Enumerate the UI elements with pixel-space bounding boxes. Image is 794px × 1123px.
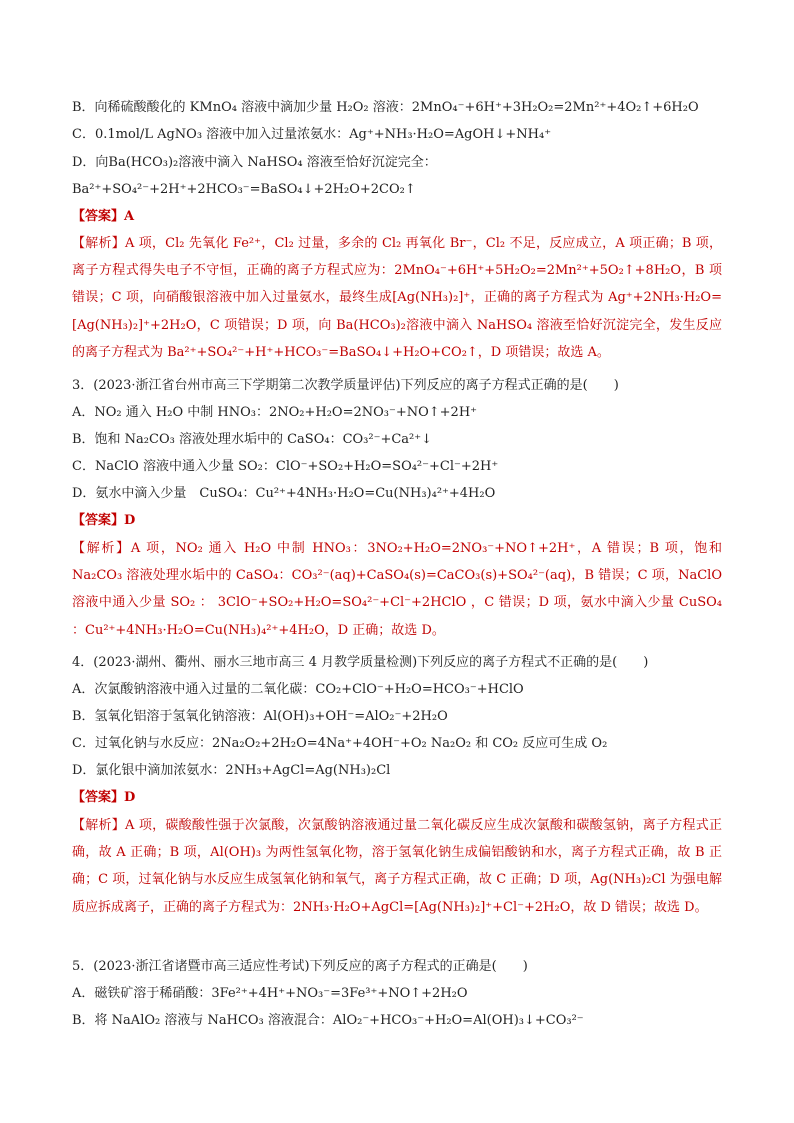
q5-option-b: B．将 NaAlO₂ 溶液与 NaHCO₃ 溶液混合：AlO₂⁻+HCO₃⁻+H₂O=Al(OH)₃↓+CO₃²⁻ — [72, 1013, 584, 1028]
q4-option-b: B．氢氧化铝溶于氢氧化钠溶液：Al(OH)₃+OH⁻=AlO₂⁻+2H₂O — [72, 709, 448, 724]
q3-option-b: B．饱和 Na₂CO₃ 溶液处理水垢中的 CaSO₄：CO₃²⁻+Ca²⁺↓ — [72, 432, 433, 447]
q4-stem: 4．(2023·湖州、衢州、丽水三地市高三 4 月教学质量检测)下列反应的离子方程式不正确的是( ) — [72, 655, 649, 670]
q5-stem: 5．(2023·浙江省诸暨市高三适应性考试)下列反应的离子方程式的正确是( ) — [72, 959, 528, 974]
q4-analysis: 【解析】A 项，碳酸酸性强于次氯酸，次氯酸钠溶液通过量二氧化碳反应生成次氯酸和碳酸氢钠，离子方程式正确，故 A 正确；B 项，Al(OH)₃ 为两性氢氧化物，溶于氢氧化钠生成偏铝酸钠和水，离子方程式正确，故 B 正确；C 项，过氧化钠与水反应生成氢氧化钠和氧气，离子方程式正确，故 C 正确；D 项，Ag(NH₃)₂Cl 为强电解质应拆成离子，正确的离子方程式为：2NH₃·H₂O+AgCl=[Ag(NH₃)₂]⁺+Cl⁻+2H₂O，故 D 错误；故选 D。 — [72, 818, 722, 915]
q2-analysis: 【解析】A 项，Cl₂ 先氧化 Fe²⁺，Cl₂ 过量，多余的 Cl₂ 再氧化 Br⁻，Cl₂ 不足，反应成立，A 项正确；B 项，离子方程式得失电子不守恒，正确的离子方程式应为：2MnO₄⁻+6H⁺+5H₂O₂=2Mn²⁺+5O₂↑+8H₂O，B 项错误；C 项，向硝酸银溶液中加入过量氨水，最终生成[Ag(NH₃)₂]⁺，正确的离子方程式为 Ag⁺+2NH₃·H₂O=[Ag(NH₃)₂]⁺+2H₂O，C 项错误；D 项，向 Ba(HCO₃)₂溶液中滴入 NaHSO₄ 溶液至恰好沉淀完全，发生反应的离子方程式为 Ba²⁺+SO₄²⁻+H⁺+HCO₃⁻=BaSO₄↓+H₂O+CO₂↑，D 项错误；故选 A。 — [72, 236, 722, 360]
q2-answer: 【答案】A — [72, 209, 135, 224]
q2-option-d: D．向Ba(HCO₃)₂溶液中滴入 NaHSO₄ 溶液至恰好沉淀完全： — [72, 155, 437, 170]
q2-option-c: C．0.1mol/L AgNO₃ 溶液中加入过量浓氨水：Ag⁺+NH₃·H₂O=AgOH↓+NH₄⁺ — [72, 127, 552, 142]
q4-option-d: D．氯化银中滴加浓氨水：2NH₃+AgCl=Ag(NH₃)₂Cl — [72, 763, 391, 778]
q4-answer: 【答案】D — [72, 790, 136, 805]
q4-option-a: A．次氯酸钠溶液中通入过量的二氧化碳：CO₂+ClO⁻+H₂O=HCO₃⁻+HClO — [72, 682, 524, 697]
q3-answer: 【答案】D — [72, 513, 136, 528]
q3-analysis: 【解析】A 项，NO₂ 通入 H₂O 中制 HNO₃：3NO₂+H₂O=2NO₃⁻+NO↑+2H⁺，A 错误；B 项，饱和 Na₂CO₃ 溶液处理水垢中的 CaSO₄：CO₃²⁻(aq)+CaSO₄(s)=CaCO₃(s)+SO₄²⁻(aq)，B 错误；C 项，NaClO 溶液中通入少量 SO₂ ： 3ClO⁻+SO₂+H₂O=SO₄²⁻+Cl⁻+2HClO ，C 错误；D 项，氨水中滴入少量 CuSO₄ ：Cu²⁺+4NH₃·H₂O=Cu(NH₃)₄²⁺+4H₂O，D 正确；故选 D。 — [72, 541, 722, 638]
q3-option-d: D．氨水中滴入少量 CuSO₄：Cu²⁺+4NH₃·H₂O=Cu(NH₃)₄²⁺+4H₂O — [72, 486, 496, 501]
q5-option-a: A．磁铁矿溶于稀硝酸：3Fe²⁺+4H⁺+NO₃⁻=3Fe³⁺+NO↑+2H₂O — [72, 986, 468, 1001]
q4-option-c: C．过氧化钠与水反应：2Na₂O₂+2H₂O=4Na⁺+4OH⁻+O₂ Na₂O₂ 和 CO₂ 反应可生成 O₂ — [72, 736, 608, 751]
q2-option-d-equation: Ba²⁺+SO₄²⁻+2H⁺+2HCO₃⁻=BaSO₄↓+2H₂O+2CO₂↑ — [72, 182, 416, 197]
q3-option-c: C．NaClO 溶液中通入少量 SO₂：ClO⁻+SO₂+H₂O=SO₄²⁻+Cl⁻+2H⁺ — [72, 459, 499, 474]
q3-option-a: A．NO₂ 通入 H₂O 中制 HNO₃：2NO₂+H₂O=2NO₃⁻+NO↑+2H⁺ — [72, 405, 478, 420]
q3-stem: 3．(2023·浙江省台州市高三下学期第二次教学质量评估)下列反应的离子方程式正确的是( ) — [72, 378, 619, 393]
q2-option-b: B．向稀硫酸酸化的 KMnO₄ 溶液中滴加少量 H₂O₂ 溶液：2MnO₄⁻+6H⁺+3H₂O₂=2Mn²⁺+4O₂↑+6H₂O — [72, 100, 699, 115]
